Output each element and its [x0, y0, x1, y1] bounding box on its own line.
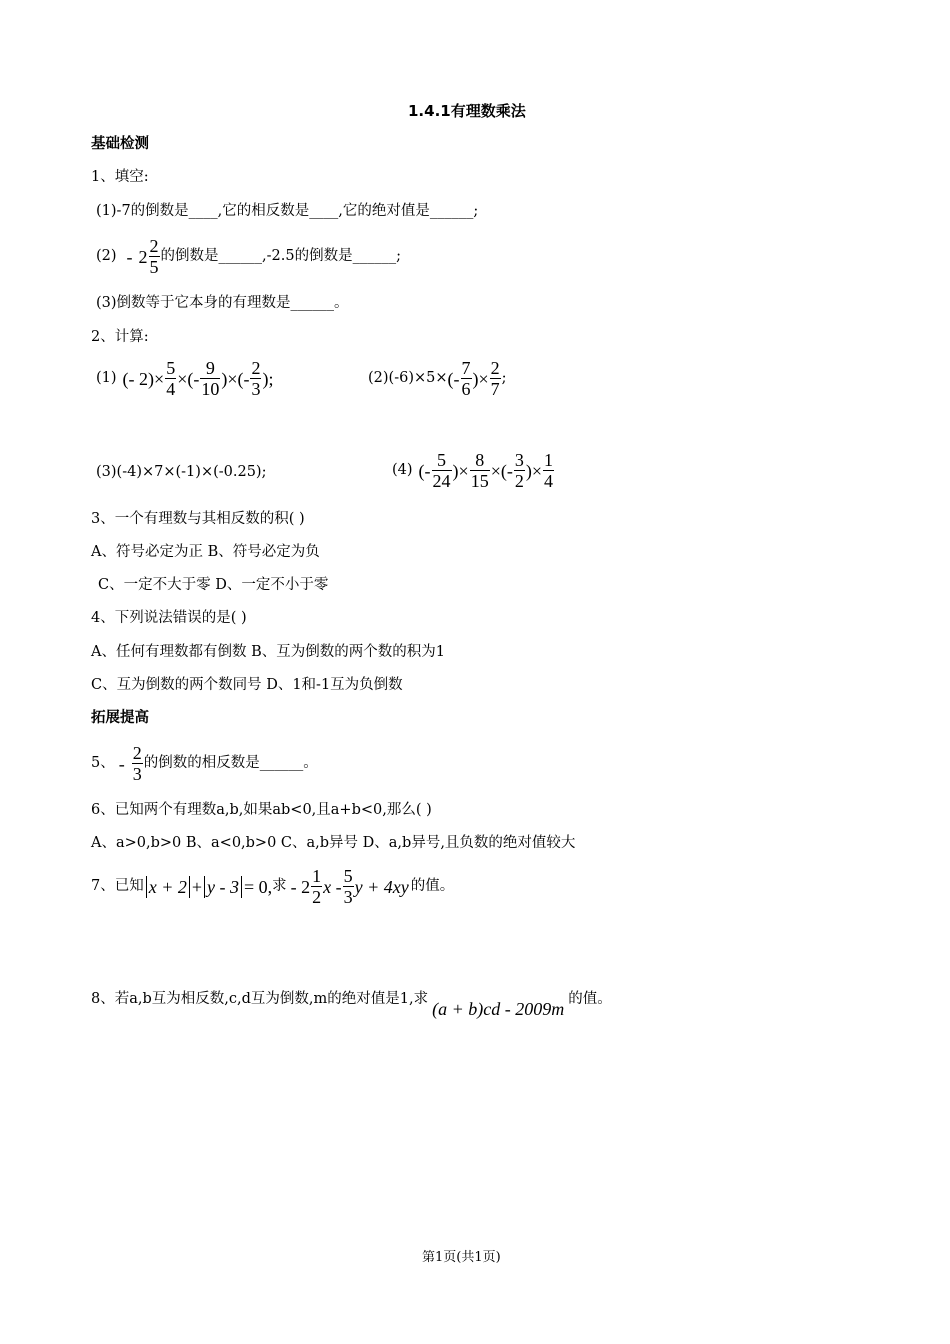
fraction-numerator: 1	[312, 866, 322, 886]
fraction	[432, 450, 452, 491]
q7-ask: 求	[272, 878, 287, 895]
q2-expr1-part-d: );	[262, 368, 274, 389]
q4-options-cd: C、互为倒数的两个数同号 D、1和-1互为负倒数	[91, 677, 403, 693]
q8-expression: (a + b)cd - 2009m	[432, 999, 565, 1019]
fraction-numerator: 5	[343, 866, 353, 886]
q7	[91, 866, 454, 907]
q7-prefix: 7、已知	[91, 878, 144, 895]
q7-equals: = 0,	[244, 876, 273, 897]
fraction	[470, 450, 490, 491]
fraction-numerator: 9	[200, 358, 220, 379]
q4-options-ab: A、任何有理数都有倒数 B、互为倒数的两个数的积为1	[91, 644, 445, 660]
q2-expr1-prefix: (1)	[96, 370, 117, 387]
fraction	[343, 866, 354, 907]
q1-part2-minus: -	[126, 246, 133, 267]
q2-expr4-prefix: (4)	[392, 462, 413, 479]
q7-abs2: y - 3	[207, 876, 240, 897]
q2-expr2-prefix: (2)(-6)×5×	[368, 370, 448, 387]
q2-expr1-part-c: )×(-	[221, 368, 250, 389]
q3-options-ab: A、符号必定为正 B、符号必定为负	[91, 544, 320, 560]
fraction-denominator: 24	[432, 471, 451, 491]
fraction-numerator: 3	[514, 450, 524, 470]
fraction-numerator: 5	[166, 358, 176, 378]
q1-stem: 1、填空:	[91, 169, 149, 185]
fraction-numerator: 2	[490, 358, 500, 378]
section-heading-basic: 基础检测	[91, 136, 149, 152]
fraction-denominator: 10	[201, 379, 220, 399]
fraction-denominator: 15	[470, 471, 489, 491]
fraction-numerator: 8	[470, 450, 490, 471]
abs-bar	[204, 876, 205, 898]
q2-expr1-part-a: (- 2)×	[122, 368, 165, 389]
fraction	[165, 358, 176, 399]
fraction-denominator: 2	[514, 471, 524, 491]
page-title: 1.4.1有理数乘法	[408, 102, 526, 120]
fraction-numerator: 2	[132, 743, 142, 763]
abs-bar	[189, 876, 190, 898]
q2-expr3: (3)(-4)×7×(-1)×(-0.25);	[96, 464, 267, 480]
abs-bar	[241, 876, 242, 898]
q5-fraction	[132, 743, 143, 784]
q1-part2-fraction	[149, 236, 160, 277]
q7-suffix: 的值。	[410, 878, 455, 895]
q2-expr2	[368, 358, 507, 399]
q7-plus: +	[191, 876, 203, 897]
q1-part2-prefix: (2)	[96, 248, 117, 265]
section-heading-extend: 拓展提高	[91, 710, 149, 726]
q8-text: 8、若a,b互为相反数,c,d互为倒数,m的绝对值是1,求	[91, 990, 429, 1007]
q1-part2-text: 的倒数是______,-2.5的倒数是______;	[160, 248, 401, 265]
q1-part2-whole: 2	[138, 246, 148, 267]
q4-stem: 4、下列说法错误的是( )	[91, 610, 247, 626]
fraction-numerator: 2	[251, 358, 261, 378]
q1-part2	[96, 236, 401, 277]
fraction	[311, 866, 322, 907]
q7-term1: - 2	[290, 876, 311, 897]
q2-expr4-part-d: )×	[525, 460, 542, 481]
q6-stem: 6、已知两个有理数a,b,如果ab<0,且a+b<0,那么( )	[91, 802, 432, 818]
q2-expr2-part-a: (-	[447, 368, 460, 389]
fraction-numerator: 7	[461, 358, 471, 378]
q1-part1: (1)-7的倒数是____,它的相反数是____,它的绝对值是______;	[96, 203, 479, 219]
fraction	[250, 358, 261, 399]
fraction-denominator: 6	[461, 379, 471, 399]
q2-expr2-part-b: )×	[472, 368, 489, 389]
q2-expr1	[96, 358, 273, 399]
q3-options-cd: C、一定不大于零 D、一定不小于零	[98, 577, 329, 593]
fraction-numerator: 2	[149, 236, 159, 256]
fraction-denominator: 3	[132, 764, 142, 784]
page-footer: 第1页(共1页)	[422, 1250, 501, 1265]
q1-part3: (3)倒数等于它本身的有理数是______。	[96, 295, 349, 311]
q2-expr4-part-b: )×	[452, 460, 469, 481]
q3-stem: 3、一个有理数与其相反数的积( )	[91, 511, 305, 527]
q2-stem: 2、计算:	[91, 329, 149, 345]
fraction-denominator: 3	[343, 887, 353, 907]
q7-term2: x -	[323, 876, 342, 897]
q2-expr4	[392, 450, 555, 491]
q8-suffix: 的值。	[568, 990, 612, 1007]
fraction	[543, 450, 554, 491]
fraction-denominator: 2	[312, 887, 322, 907]
q6-options: A、a>0,b>0 B、a<0,b>0 C、a,b异号 D、a,b异号,且负数的绝对值较大	[91, 835, 576, 851]
q5-minus: -	[118, 753, 125, 774]
fraction-denominator: 3	[251, 379, 261, 399]
q8	[91, 990, 612, 1019]
abs-bar	[146, 876, 147, 898]
fraction	[514, 450, 525, 491]
fraction-denominator: 4	[166, 379, 176, 399]
fraction-denominator: 4	[544, 471, 553, 491]
q5-prefix: 5、	[91, 755, 115, 772]
fraction-numerator: 1	[544, 450, 553, 470]
fraction-denominator: 5	[149, 257, 159, 277]
q7-term3: y + 4xy	[354, 876, 409, 897]
fraction-numerator: 5	[432, 450, 452, 471]
fraction	[490, 358, 501, 399]
q2-expr2-part-c: ;	[501, 370, 507, 387]
q7-abs1: x + 2	[148, 876, 187, 897]
q2-expr4-part-c: ×(-	[490, 460, 513, 481]
q5-text: 的倒数的相反数是______。	[143, 755, 318, 772]
q2-expr4-part-a: (-	[418, 460, 431, 481]
fraction	[461, 358, 472, 399]
q2-expr1-part-b: ×(-	[177, 368, 200, 389]
fraction	[200, 358, 220, 399]
q5	[91, 743, 318, 784]
fraction-denominator: 7	[490, 379, 500, 399]
